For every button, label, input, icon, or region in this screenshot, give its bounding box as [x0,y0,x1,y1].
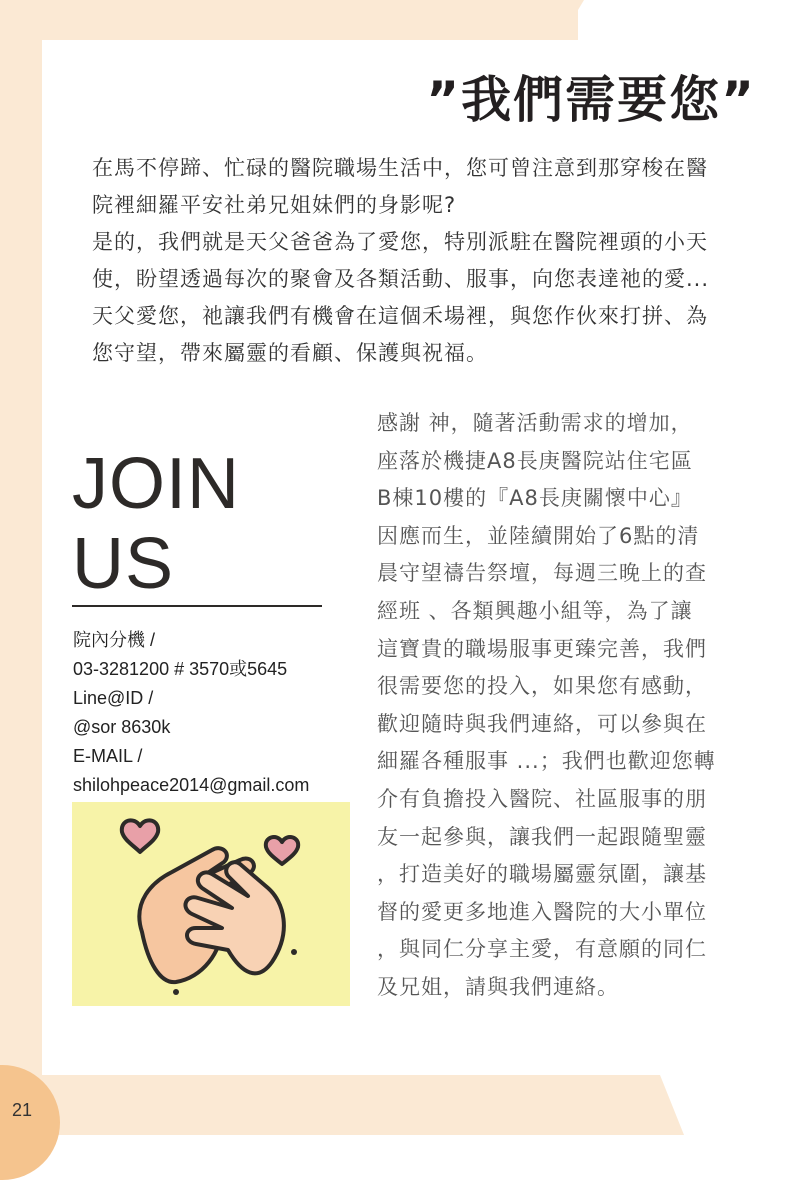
body-paragraph [377,405,762,1007]
hands-with-hearts-icon [72,802,350,1006]
frame-bottom-slant [660,1075,684,1135]
body-line: 很需要您的投入，如果您有感動， [377,674,707,699]
body-line: 細羅各種服事 ...；我們也歡迎您轉 [377,749,716,774]
body-line: 這寶貴的職場服事更臻完善，我們 [377,636,707,661]
page-title: ”我們需要您” [426,71,756,129]
body-line: 及兄姐，請與我們連絡。 [377,974,619,999]
body-line: 友一起參與，讓我們一起跟隨聖靈 [377,824,707,849]
body-line: 座落於機捷A8長庚醫院站住宅區 [377,448,693,473]
extension-label: 院內分機 / [73,630,156,650]
line-id-label: Line@ID / [73,688,154,708]
heading-divider [72,605,322,607]
intro-line: 是的，我們就是天父爸爸為了愛您，特別派駐在醫院裡頭的小天 [92,230,708,254]
heart-icon [266,837,298,864]
body-line: 晨守望禱告祭壇，每週三晚上的查 [377,561,707,586]
intro-line: 天父愛您，祂讓我們有機會在這個禾場裡，與您作伙來打拼、為 [92,304,708,328]
heart-icon [122,820,158,852]
join-us-heading [72,444,240,604]
intro-line: 在馬不停蹄、忙碌的醫院職場生活中，您可曾注意到那穿梭在醫 [92,156,708,180]
body-line: 經班 、各類興趣小組等，為了讓 [377,598,693,623]
intro-line: 使，盼望透過每次的聚會及各類活動、服事，向您表達祂的愛... [92,267,710,291]
frame-top-slant [560,0,584,40]
body-line: 因應而生，並陸續開始了6點的清 [377,523,700,548]
intro-line: 院裡細羅平安社弟兄姐妹們的身影呢? [92,193,457,217]
us-word: US [72,524,175,604]
line-id: @sor 8630k [73,717,171,737]
email-label: E-MAIL / [73,746,143,766]
join-word: JOIN [72,444,241,524]
phone-number: 03-3281200 # 3570或5645 [73,659,288,679]
page-number: 21 [12,1100,33,1120]
intro-paragraph [92,150,762,372]
body-line: B棟10樓的『A8長庚關懷中心』 [377,486,693,511]
intro-line: 您守望，帶來屬靈的看顧、保護與祝福。 [92,341,488,365]
body-line: ，打造美好的職場屬靈氛圍，讓基 [377,862,707,887]
body-line: ，與同仁分享主愛，有意願的同仁 [377,937,707,962]
body-line: 歡迎隨時與我們連絡，可以參與在 [377,711,707,736]
email-address[interactable]: shilohpeace2014@gmail.com [73,775,310,795]
body-line: 督的愛更多地進入醫院的大小單位 [377,899,707,924]
frame-left [0,0,42,1135]
contact-info [73,626,373,800]
body-line: 介有負擔投入醫院、社區服事的朋 [377,786,707,811]
body-line: 感謝 神，隨著活動需求的增加， [377,411,693,435]
frame-top [0,0,578,40]
frame-bottom [0,1075,660,1135]
